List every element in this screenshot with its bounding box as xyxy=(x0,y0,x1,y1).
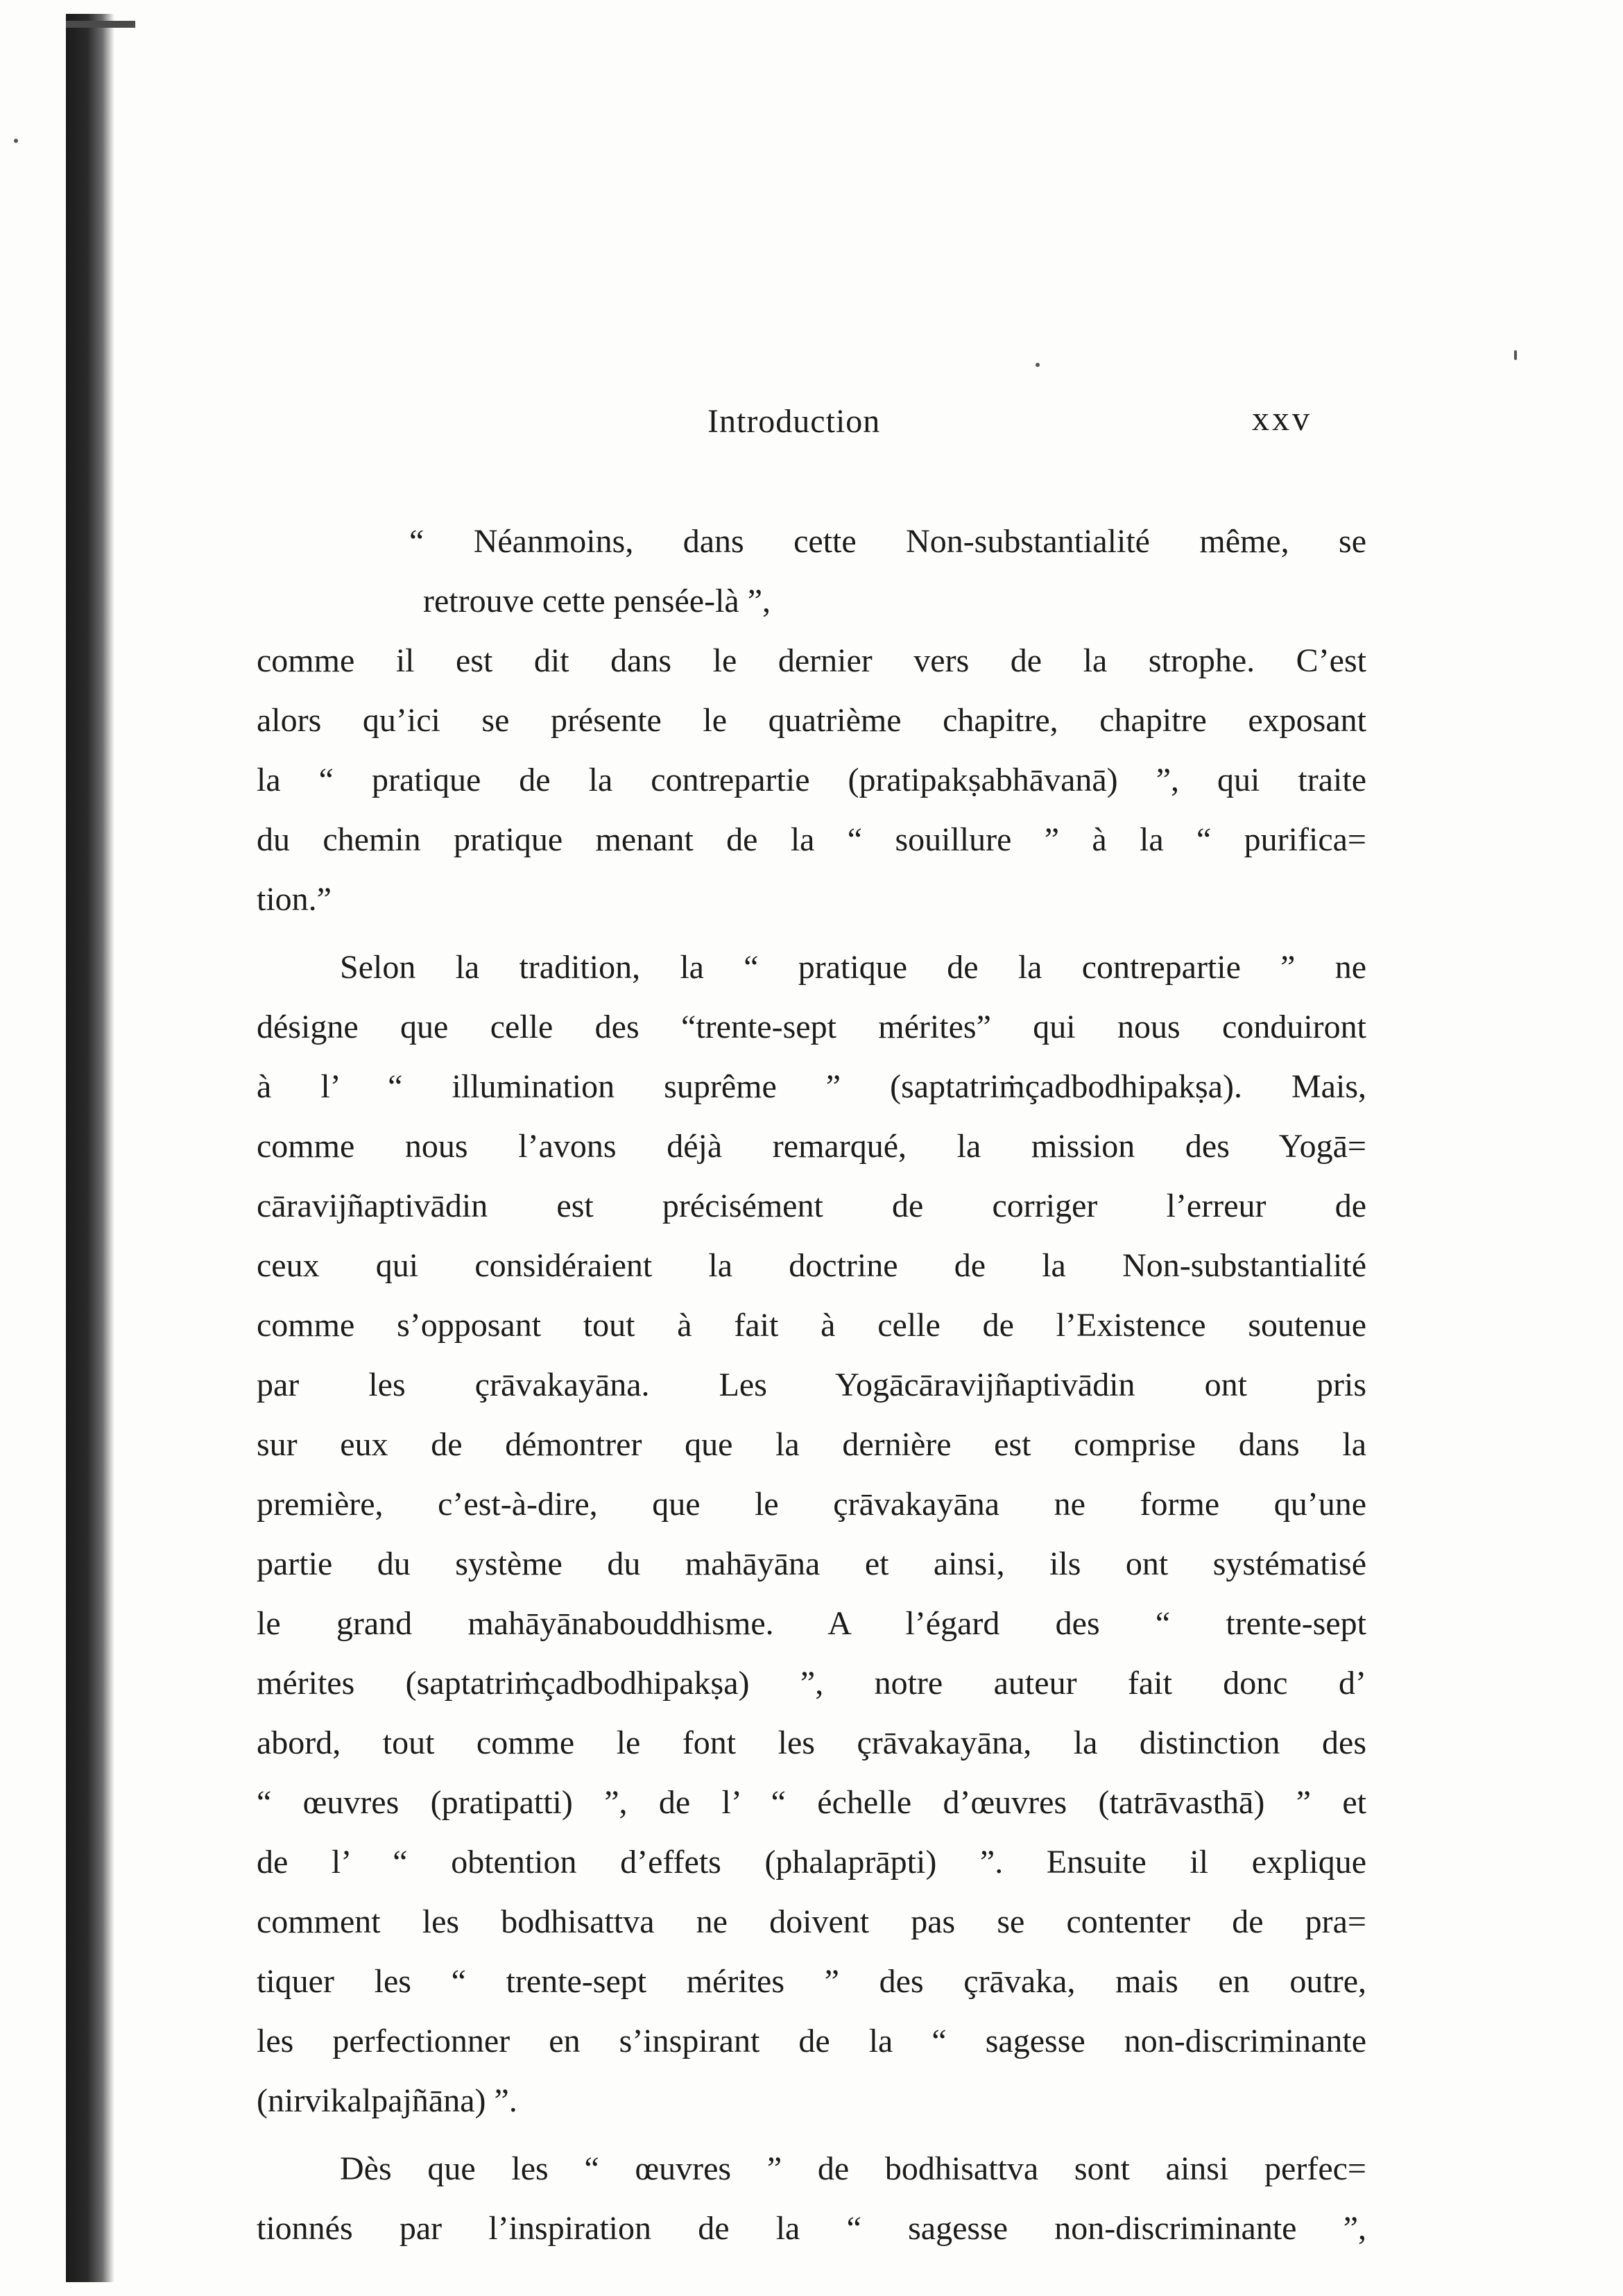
text-line: comme nous l’avons déjà remarqué, la mission des Yogā= xyxy=(257,1128,1366,1165)
scan-speck xyxy=(1514,350,1517,360)
text-line: première, c’est-à-dire, que le çrāvakayāna ne forme qu’une xyxy=(257,1486,1366,1523)
text-line: comme il est dit dans le dernier vers de la strophe. C’est xyxy=(257,642,1366,679)
text-line: “ Néanmoins, dans cette Non-substantialité même, se xyxy=(409,523,1366,560)
text-line: par les çrāvakayāna. Les Yogācāravijñaptivādin ont pris xyxy=(257,1367,1366,1403)
text-line: retrouve cette pensée-là ”, xyxy=(423,583,771,619)
running-title: Introduction xyxy=(707,403,881,440)
binding-shadow xyxy=(66,14,114,2282)
text-line: du chemin pratique menant de la “ souillure ” à la “ purifica= xyxy=(257,821,1366,858)
page-header xyxy=(0,399,1623,458)
text-line: Dès que les “ œuvres ” de bodhisattva sont ainsi perfec= xyxy=(340,2150,1366,2187)
text-line: alors qu’ici se présente le quatrième chapitre, chapitre exposant xyxy=(257,702,1366,739)
text-line: à l’ “ illumination suprême ” (saptatriṁçadbodhipakṣa). Mais, xyxy=(257,1068,1366,1105)
text-line: la “ pratique de la contrepartie (pratipakṣabhāvanā) ”, qui traite xyxy=(257,762,1366,798)
text-line: tionnés par l’inspiration de la “ sagesse non-discriminante ”, xyxy=(257,2210,1366,2247)
text-line: les perfectionner en s’inspirant de la “ sagesse non-discriminante xyxy=(257,2023,1366,2059)
text-line: désigne que celle des “trente-sept mérites” qui nous conduiront xyxy=(257,1009,1366,1045)
page-number: xxv xyxy=(1252,399,1312,438)
text-line: tion.” xyxy=(257,881,332,918)
text-line: mérites (saptatriṁçadbodhipakṣa) ”, notre auteur fait donc d’ xyxy=(257,1665,1366,1702)
binding-shadow-top xyxy=(66,21,135,28)
text-line: cāravijñaptivādin est précisément de corriger l’erreur de xyxy=(257,1188,1366,1224)
text-line: tiquer les “ trente-sept mérites ” des çrāvaka, mais en outre, xyxy=(257,1963,1366,2000)
text-line: (nirvikalpajñāna) ”. xyxy=(257,2082,517,2119)
text-line: “ œuvres (pratipatti) ”, de l’ “ échelle d’œuvres (tatrāvasthā) ” et xyxy=(257,1784,1366,1821)
text-line: comment les bodhisattva ne doivent pas se contenter de pra= xyxy=(257,1903,1366,1940)
text-line: sur eux de démontrer que la dernière est comprise dans la xyxy=(257,1426,1366,1463)
text-line: de l’ “ obtention d’effets (phalaprāpti) ”. Ensuite il explique xyxy=(257,1844,1366,1881)
text-line: partie du système du mahāyāna et ainsi, ils ont systématisé xyxy=(257,1545,1366,1582)
text-line: le grand mahāyānabouddhisme. A l’égard des “ trente-sept xyxy=(257,1605,1366,1642)
scan-speck xyxy=(14,139,18,143)
text-line: ceux qui considéraient la doctrine de la Non-substantialité xyxy=(257,1247,1366,1284)
text-line: abord, tout comme le font les çrāvakayāna, la distinction des xyxy=(257,1724,1366,1761)
text-line: Selon la tradition, la “ pratique de la contrepartie ” ne xyxy=(340,949,1366,986)
body-text xyxy=(257,512,1366,2259)
text-line: comme s’opposant tout à fait à celle de l’Existence soutenue xyxy=(257,1307,1366,1344)
scan-speck xyxy=(1036,363,1040,367)
